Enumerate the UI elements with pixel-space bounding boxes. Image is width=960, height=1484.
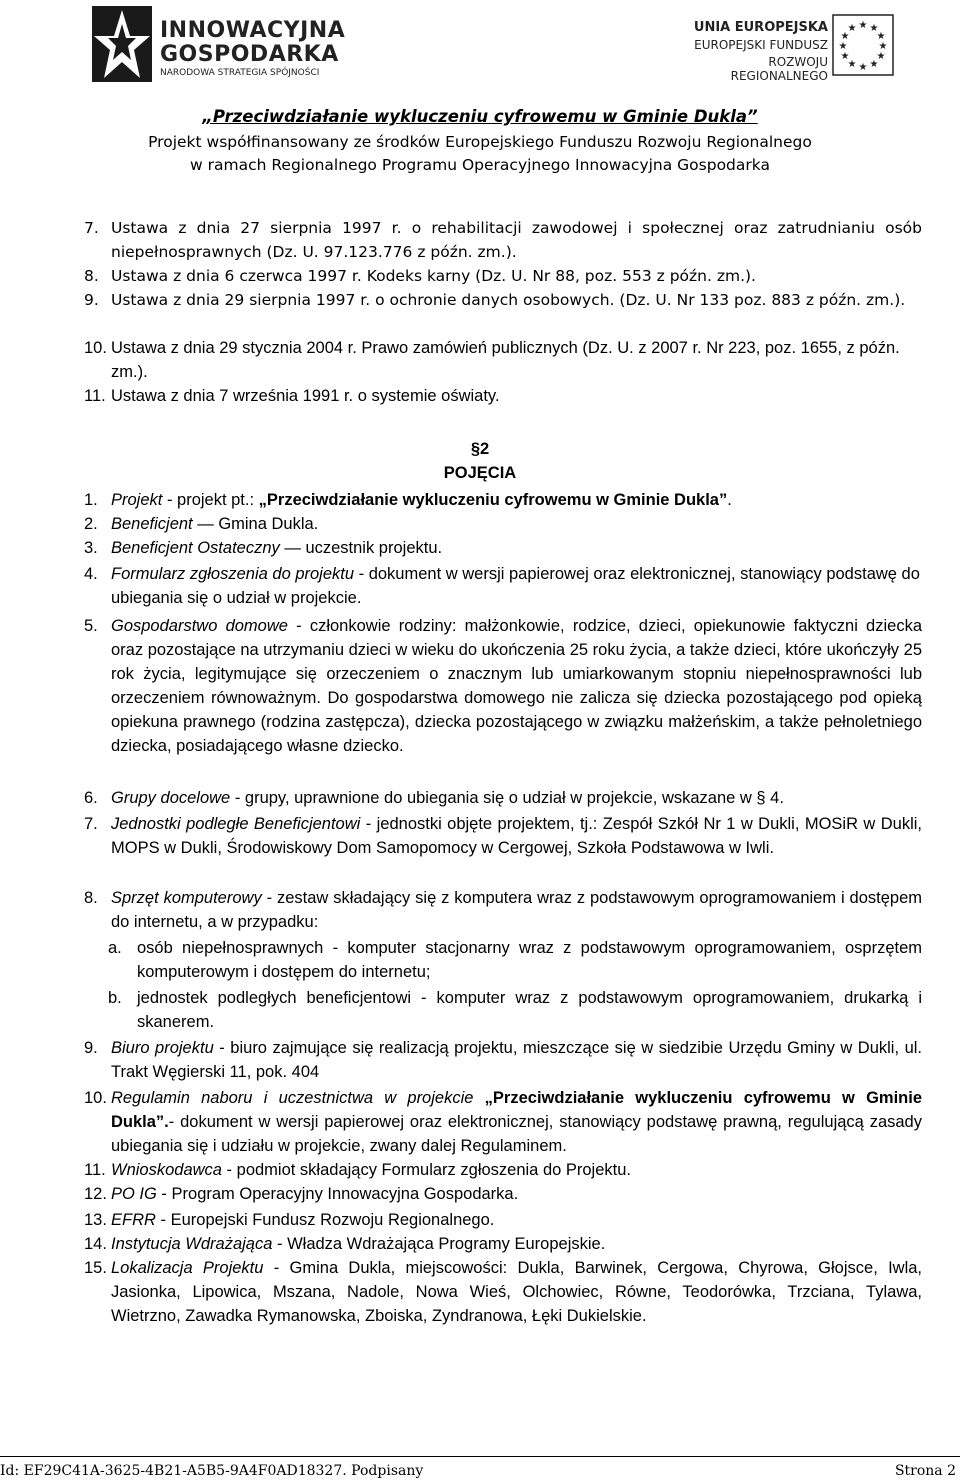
eu-line1: UNIA EUROPEJSKA	[693, 20, 828, 35]
legal-item: 10. Ustawa z dnia 29 stycznia 2004 r. Prawo zamówień publicznych (Dz. U. z 2007 r. Nr 223, poz. 1655, z późn. zm.).	[84, 336, 922, 384]
eu-line3: ROZWOJU REGIONALNEGO	[730, 55, 828, 83]
svg-text:★: ★	[847, 23, 857, 34]
definition-term: Wnioskodawca	[111, 1161, 222, 1179]
definition-item: 6. Grupy docelowe - grupy, uprawnione do ubiegania się o udział w projekcie, wskazane w § 4.	[84, 789, 784, 807]
definition-term: Gospodarstwo domowe	[111, 617, 288, 635]
legal-item-text: Ustawa z dnia 29 stycznia 2004 r. Prawo zamówień publicznych (Dz. U. z 2007 r. Nr 223, poz. 1655, z późn. zm.).	[111, 339, 900, 381]
definition-item: 14. Instytucja Wdrażająca - Władza Wdrażająca Programy Europejskie.	[84, 1235, 606, 1253]
definition-item: 9. Biuro projektu - biuro zajmujące się realizacją projektu, mieszczące się w siedzibie Urzędu Gminy w Dukli, ul. Trakt Węgierski 11, pok. 404	[84, 1039, 922, 1081]
innowacyjna-gospodarka-logo	[92, 6, 346, 82]
definition-term: EFRR	[111, 1211, 156, 1229]
definition-term: Lokalizacja Projektu	[111, 1259, 264, 1277]
legal-item-text: Ustawa z dnia 29 sierpnia 1997 r. o ochronie danych osobowych. (Dz. U. Nr 133 poz. 883 z późn. zm.).	[111, 291, 906, 309]
definition-item: 5. Gospodarstwo domowe - członkowie rodziny: małżonkowie, rodzice, dzieci, opiekunowie faktyczni dziecka oraz pozostające na utrzymaniu dzieci w wieku do ukończenia 25 roku życia, a także dzieci, które ukończyły 25 rok życia, legitymujące się orzeczeniem o znacznym lub umiarkowanym stopniu niepełnosprawności lub orzeczeniem równoważnym. Do gospodarstwa domowego nie zalicza się dziecka pozostającego pod opieką opiekuna prawnego (rodzina zastępcza), dziecka pozostającego w związku małżeńskim, a także pełnoletniego dziecka, posiadającego własne dziecko.	[84, 617, 922, 755]
svg-text:★: ★	[876, 31, 886, 42]
definition-item: 12. PO IG - Program Operacyjny Innowacyjna Gospodarka.	[84, 1185, 519, 1203]
sublist-item-text: osób niepełnosprawnych - komputer stacjonarny wraz z podstawowym oprogramowaniem, osprzętem komputerowym i dostępem do internetu;	[137, 939, 922, 981]
footer-id: Id: EF29C41A-3625-4B21-A5B5-9A4F0AD18327. Podpisany	[0, 1463, 424, 1479]
footer-rule	[0, 1456, 960, 1457]
svg-text:★: ★	[869, 59, 879, 70]
svg-text:★: ★	[869, 23, 879, 34]
definition-term: Instytucja Wdrażająca	[111, 1235, 273, 1253]
definition-term: Formularz zgłoszenia do projektu	[111, 565, 355, 583]
definition-term: Beneficjent	[111, 515, 193, 533]
svg-text:★: ★	[876, 51, 886, 62]
header-line2: Projekt współfinansowany ze środków Europejskiego Funduszu Rozwoju Regionalnego	[148, 133, 812, 151]
definition-item: 15. Lokalizacja Projektu - Gmina Dukla, miejscowości: Dukla, Barwinek, Cergowa, Chyrowa, Głojsce, Iwla, Jasionka, Lipowica, Mszana, Nadole, Nowa Wieś, Olchowiec, Równe, Teodorówka, Trzciana, Tylawa, Wietrzno, Zawadka Rymanowska, Zboiska, Zyndranowa, Łęki Dukielskie.	[84, 1259, 922, 1325]
legal-item: 8. Ustawa z dnia 6 czerwca 1997 r. Kodeks karny (Dz. U. Nr 88, poz. 553 z późn. zm.).	[84, 264, 922, 288]
definition-term: Beneficjent Ostateczny	[111, 539, 280, 557]
star-logo-icon	[92, 6, 152, 82]
page-number: Strona 2	[894, 1463, 956, 1479]
eu-stars-icon	[832, 14, 894, 76]
definition-item: 11. Wnioskodawca - podmiot składający Formularz zgłoszenia do Projektu.	[84, 1161, 631, 1179]
sublist-item: a. osób niepełnosprawnych - komputer stacjonarny wraz z podstawowym oprogramowaniem, osprzętem komputerowym i dostępem do internetu;	[108, 936, 922, 984]
header-line3: w ramach Regionalnego Programu Operacyjnego Innowacyjna Gospodarka	[190, 156, 770, 174]
legal-item-text: Ustawa z dnia 6 czerwca 1997 r. Kodeks karny (Dz. U. Nr 88, poz. 553 z późn. zm.).	[111, 267, 756, 285]
sublist-item: b. jednostek podległych beneficjentowi - komputer wraz z podstawowym oprogramowaniem, drukarką i skanerem.	[108, 986, 922, 1034]
svg-text:★: ★	[858, 62, 868, 73]
svg-text:★: ★	[847, 59, 857, 70]
legal-item-text: Ustawa z dnia 27 sierpnia 1997 r. o rehabilitacji zawodowej i społecznej oraz zatrudnianiu osób niepełnosprawnych (Dz. U. 97.123.776 z późn. zm.).	[111, 219, 922, 261]
definition-item: 8. Sprzęt komputerowy - zestaw składający się z komputera wraz z podstawowym oprogramowaniem i dostępem do internetu, a w przypadku:	[84, 889, 922, 931]
definition-item: 1. Projekt - projekt pt.: „Przeciwdziałanie wykluczeniu cyfrowemu w Gminie Dukla”.	[84, 491, 732, 509]
legal-item: 7. Ustawa z dnia 27 sierpnia 1997 r. o rehabilitacji zawodowej i społecznej oraz zatrudnianiu osób niepełnosprawnych (Dz. U. 97.123.776 z późn. zm.).	[84, 216, 922, 264]
svg-text:★: ★	[858, 20, 868, 31]
definition-term: PO IG	[111, 1185, 157, 1203]
svg-text:★: ★	[878, 41, 888, 52]
eu-line2: EUROPEJSKI FUNDUSZ	[694, 38, 828, 52]
definition-term: Biuro projektu	[111, 1039, 214, 1057]
definition-term: Regulamin naboru i uczestnictwa w projekcie	[111, 1089, 474, 1107]
definition-item: 2. Beneficjent — Gmina Dukla.	[84, 515, 319, 533]
sublist-item-text: jednostek podległych beneficjentowi - komputer wraz z podstawowym oprogramowaniem, drukarką i skanerem.	[137, 989, 922, 1031]
definition-item: 3. Beneficjent Ostateczny — uczestnik projektu.	[84, 539, 443, 557]
svg-text:★: ★	[840, 51, 850, 62]
svg-text:★: ★	[838, 41, 848, 52]
project-title: „Przeciwdziałanie wykluczeniu cyfrowemu w Gminie Dukla”	[202, 107, 758, 126]
definition-term: Jednostki podległe Beneficjentowi	[111, 815, 361, 833]
legal-item: 9. Ustawa z dnia 29 sierpnia 1997 r. o ochronie danych osobowych. (Dz. U. Nr 133 poz. 883 z późn. zm.).	[84, 288, 922, 312]
definition-item: 4. Formularz zgłoszenia do projektu - dokument w wersji papierowej oraz elektronicznej, stanowiący podstawę do ubiegania się o udział w projekcie.	[84, 565, 920, 607]
definition-item: 10. Regulamin naboru i uczestnictwa w projekcie „Przeciwdziałanie wykluczeniu cyfrowemu w Gminie Dukla”.- dokument w wersji papierowej oraz elektronicznej, stanowiący podstawę prawną, regulującą zasady ubiegania się i udziału w projekcie, zwany dalej Regulaminem.	[84, 1089, 923, 1155]
definition-term: Projekt	[111, 491, 163, 509]
definition-term: Sprzęt komputerowy	[111, 889, 262, 907]
section-title: POJĘCIA	[443, 464, 517, 482]
logo-line2: GOSPODARKA	[160, 42, 339, 67]
definition-item: 7. Jednostki podległe Beneficjentowi - jednostki objęte projektem, tj.: Zespół Szkół Nr 1 w Dukli, MOSiR w Dukli, MOPS w Dukli, Środowiskowy Dom Samopomocy w Cergowej, Szkoła Podstawowa w Iwli.	[84, 815, 922, 857]
definition-item: 13. EFRR - Europejski Fundusz Rozwoju Regionalnego.	[84, 1211, 495, 1229]
eu-logo	[668, 14, 894, 83]
logo-line1: INNOWACYJNA	[160, 18, 346, 43]
legal-item-text: Ustawa z dnia 7 września 1991 r. o systemie oświaty.	[111, 387, 500, 405]
definition-term: Grupy docelowe	[111, 789, 231, 807]
logo-line3: NARODOWA STRATEGIA SPÓJNOŚCI	[160, 68, 320, 78]
legal-item: 11. Ustawa z dnia 7 września 1991 r. o systemie oświaty.	[84, 384, 922, 408]
svg-text:★: ★	[840, 31, 850, 42]
section-mark: §2	[470, 440, 490, 458]
